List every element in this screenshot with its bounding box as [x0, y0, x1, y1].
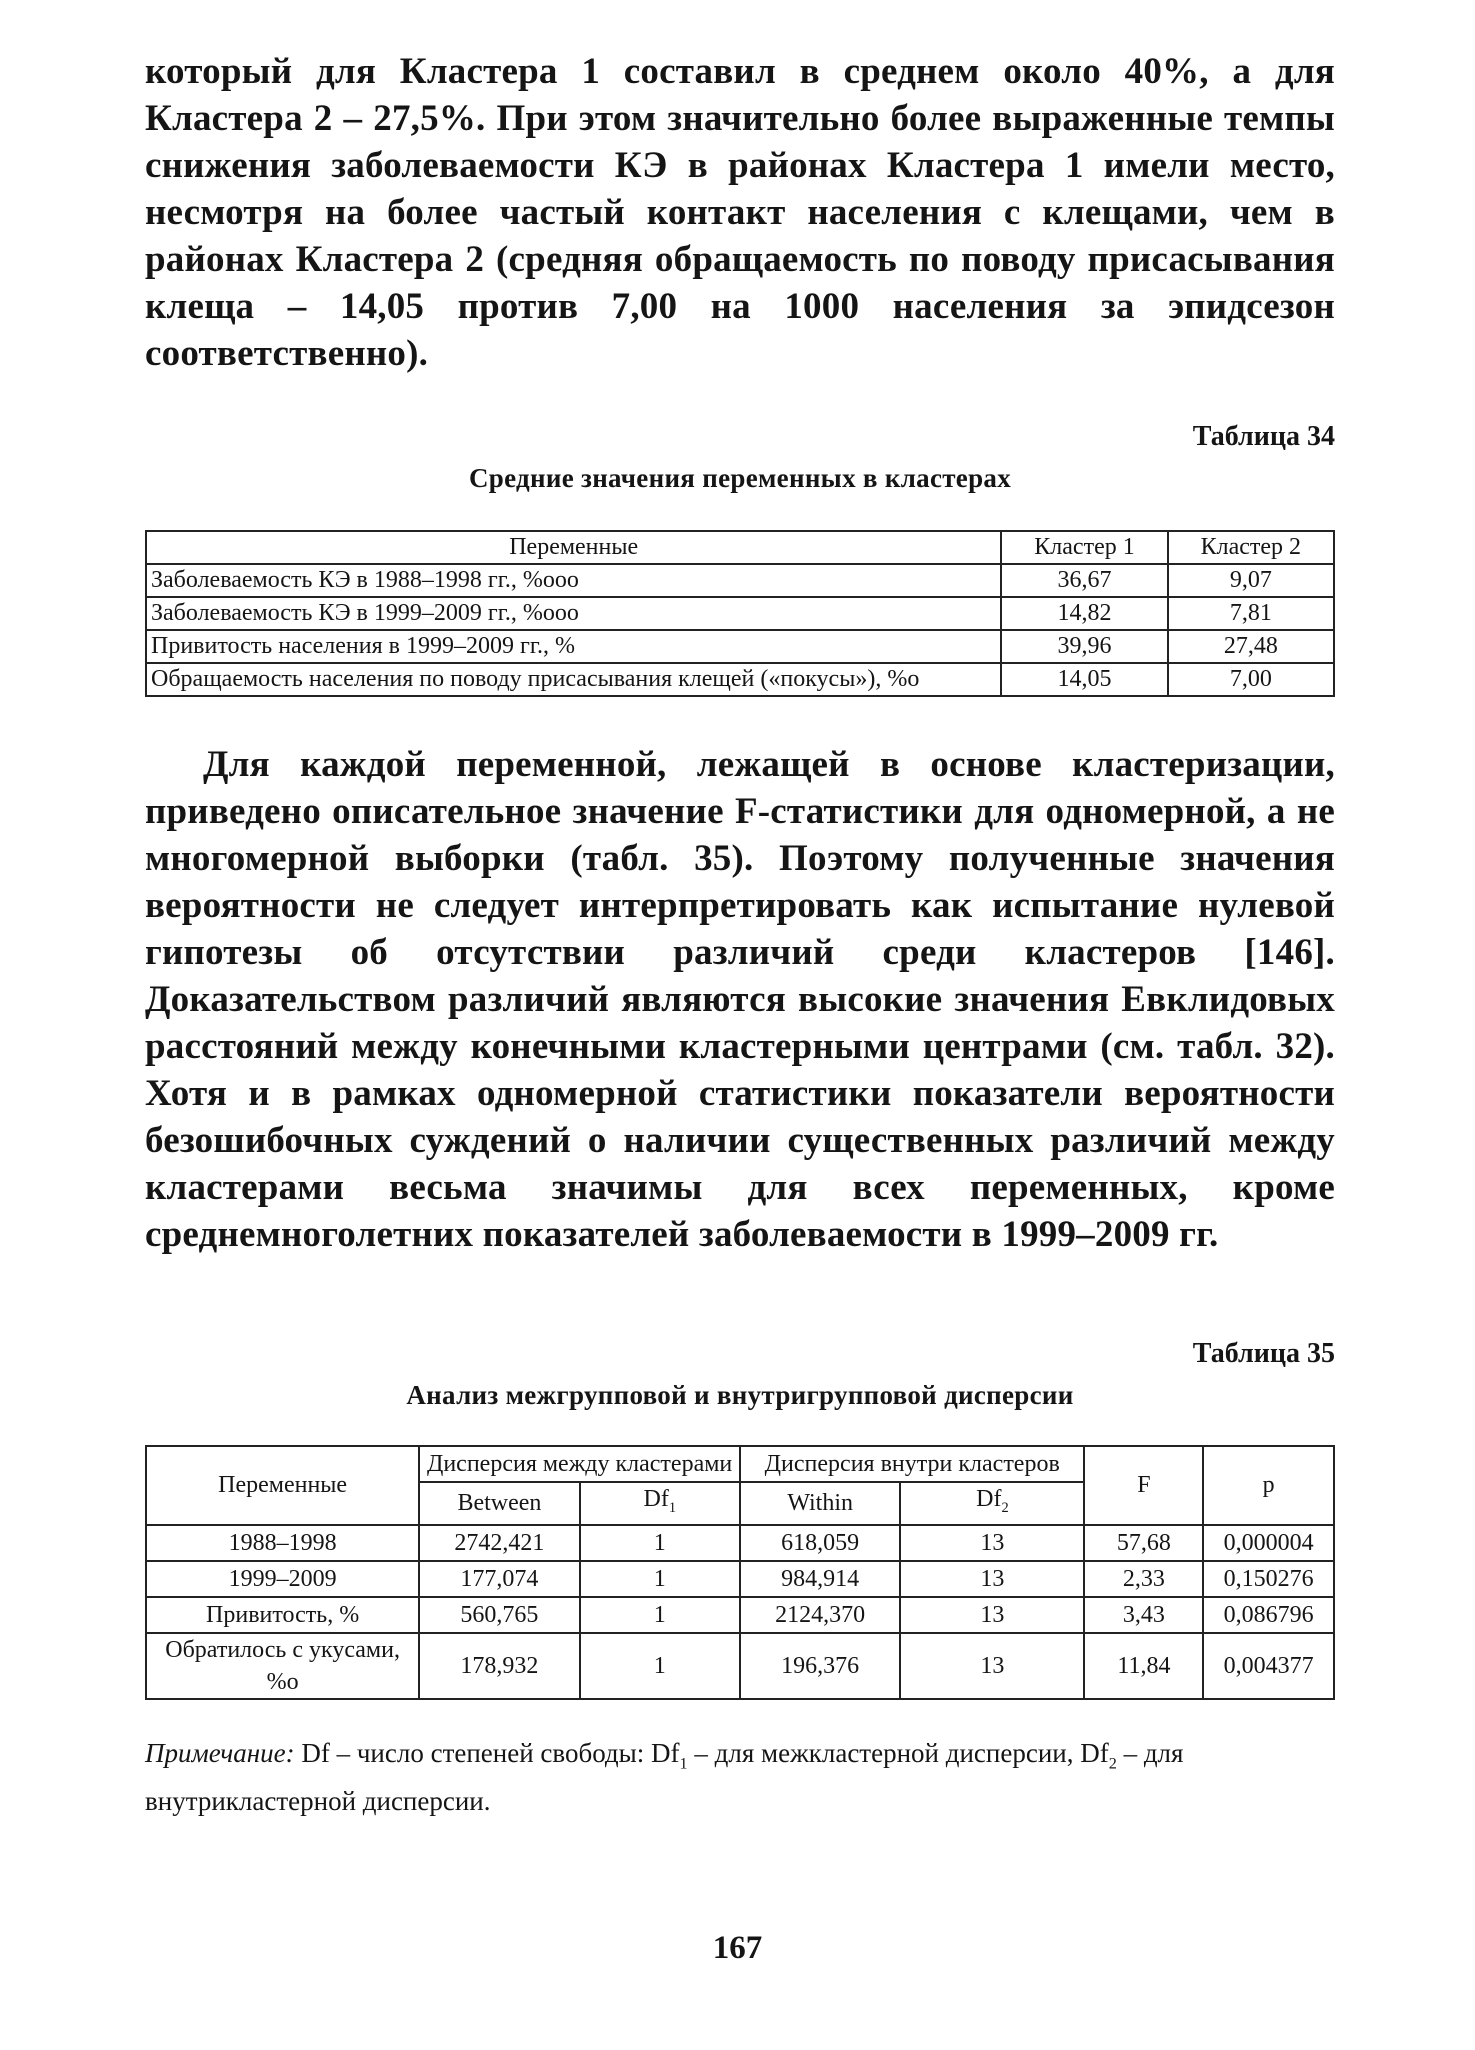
table-cell: 7,00 [1168, 663, 1334, 696]
table-cell: 618,059 [740, 1525, 900, 1561]
table-cell: 0,150276 [1203, 1561, 1334, 1597]
document-page [145, 48, 1335, 1820]
table-cell: 13 [900, 1561, 1084, 1597]
table-cell: Обратилось с укусами, %о [146, 1633, 419, 1699]
df-index: 1 [668, 1499, 677, 1516]
table-cell: Заболеваемость КЭ в 1999–2009 гг., %ооо [146, 597, 1001, 630]
table-cell: 7,81 [1168, 597, 1334, 630]
table-row [146, 564, 1334, 597]
table-cell: Заболеваемость КЭ в 1988–1998 гг., %ооо [146, 564, 1001, 597]
df-label: Df [643, 1486, 669, 1512]
table-row [146, 1561, 1334, 1597]
note-text: Df – число степеней свободы: Df [294, 1737, 680, 1768]
header-cell: Кластер 2 [1168, 531, 1334, 564]
table-note [145, 1734, 1335, 1820]
table-cell: 14,82 [1001, 597, 1167, 630]
table-cell: 14,05 [1001, 663, 1167, 696]
table-row [146, 1525, 1334, 1561]
table-cell: 984,914 [740, 1561, 900, 1597]
table-cell: 39,96 [1001, 630, 1167, 663]
table-cell: Обращаемость населения по поводу присасывания клещей («покусы»), %о [146, 663, 1001, 696]
header-cell: p [1203, 1446, 1334, 1525]
table-cell: 27,48 [1168, 630, 1334, 663]
header-cell: Within [740, 1482, 900, 1525]
header-cell: Переменные [146, 1446, 419, 1525]
body-paragraph-1: который для Кластера 1 составил в среднем около 40%, а для Кластера 2 – 27,5%. При этом значительно более выраженные темпы снижения заболеваемости КЭ в районах Кластера 1 имели место, несмотря на более частый контакт населения с клещами, чем в районах Кластера 2 (средняя обращаемость по поводу присасывания клеща – 14,05 против 7,00 на 1000 населения за эпидсезон соответственно). [145, 51, 1335, 374]
table-35 [145, 1445, 1335, 1700]
header-cell: Дисперсия внутри кластеров [740, 1446, 1085, 1482]
note-text: – для межкластерной дисперсии, Df [687, 1737, 1109, 1768]
table-34-caption: Таблица 34 [1192, 421, 1335, 452]
header-cell: F [1084, 1446, 1203, 1525]
table-row [146, 663, 1334, 696]
header-cell [900, 1482, 1084, 1525]
df-index: 2 [1001, 1499, 1009, 1516]
header-cell [580, 1482, 740, 1525]
table-cell: 1 [580, 1525, 740, 1561]
header-cell: Переменные [146, 531, 1001, 564]
table-cell: 0,000004 [1203, 1525, 1334, 1561]
header-cell: Дисперсия между кластерами [419, 1446, 740, 1482]
table-35-title: Анализ межгрупповой и внутригрупповой дисперсии [406, 1380, 1074, 1410]
table-cell: 1 [580, 1597, 740, 1633]
note-label: Примечание: [145, 1737, 295, 1768]
table-cell: Привитость населения в 1999–2009 гг., % [146, 630, 1001, 663]
table-header-row [146, 1446, 1334, 1482]
table-cell: 57,68 [1084, 1525, 1203, 1561]
header-cell: Between [419, 1482, 579, 1525]
table-cell: 2,33 [1084, 1561, 1203, 1597]
table-cell: 560,765 [419, 1597, 579, 1633]
table-35-caption: Таблица 35 [1192, 1338, 1335, 1369]
table-row [146, 1597, 1334, 1633]
note-text: – для внутрикластерной дисперсии. [145, 1737, 1184, 1817]
table-cell: 3,43 [1084, 1597, 1203, 1633]
table-cell: 13 [900, 1525, 1084, 1561]
table-34 [145, 530, 1335, 697]
table-header-row [146, 531, 1334, 564]
table-cell: 13 [900, 1597, 1084, 1633]
table-row [146, 1633, 1334, 1699]
table-cell: 178,932 [419, 1633, 579, 1699]
table-cell: 1988–1998 [146, 1525, 419, 1561]
table-cell: 196,376 [740, 1633, 900, 1699]
table-cell: Привитость, % [146, 1597, 419, 1633]
table-cell: 36,67 [1001, 564, 1167, 597]
table-cell: 177,074 [419, 1561, 579, 1597]
body-paragraph-2: Для каждой переменной, лежащей в основе кластеризации, приведено описательное значение F-статистики для одномерной, а не многомерной выборки (табл. 35). Поэтому полученные значения вероятности не следует интерпретировать как испытание нулевой гипотезы об отсутствии различий среди кластеров [146]. Доказательством различий являются высокие значения Евклидовых расстояний между конечными кластерными центрами (см. табл. 32). Хотя и в рамках одномерной статистики показатели вероятности безошибочных суждений о наличии существенных различий между кластерами весьма значимы для всех переменных, кроме среднемноголетних показателей заболеваемости в 1999–2009 гг. [145, 744, 1335, 1255]
table-cell: 11,84 [1084, 1633, 1203, 1699]
page-number: 167 [712, 1930, 763, 1966]
table-cell: 2124,370 [740, 1597, 900, 1633]
table-cell: 1999–2009 [146, 1561, 419, 1597]
table-cell: 0,086796 [1203, 1597, 1334, 1633]
table-row [146, 630, 1334, 663]
note-sub: 1 [679, 1754, 688, 1773]
table-row [146, 597, 1334, 630]
table-cell: 1 [580, 1633, 740, 1699]
note-sub: 2 [1108, 1754, 1117, 1773]
table-34-title: Средние значения переменных в кластерах [469, 463, 1011, 493]
table-cell: 0,004377 [1203, 1633, 1334, 1699]
table-cell: 1 [580, 1561, 740, 1597]
table-cell: 9,07 [1168, 564, 1334, 597]
df-label: Df [976, 1486, 1002, 1512]
table-cell: 13 [900, 1633, 1084, 1699]
header-cell: Кластер 1 [1001, 531, 1167, 564]
table-cell: 2742,421 [419, 1525, 579, 1561]
